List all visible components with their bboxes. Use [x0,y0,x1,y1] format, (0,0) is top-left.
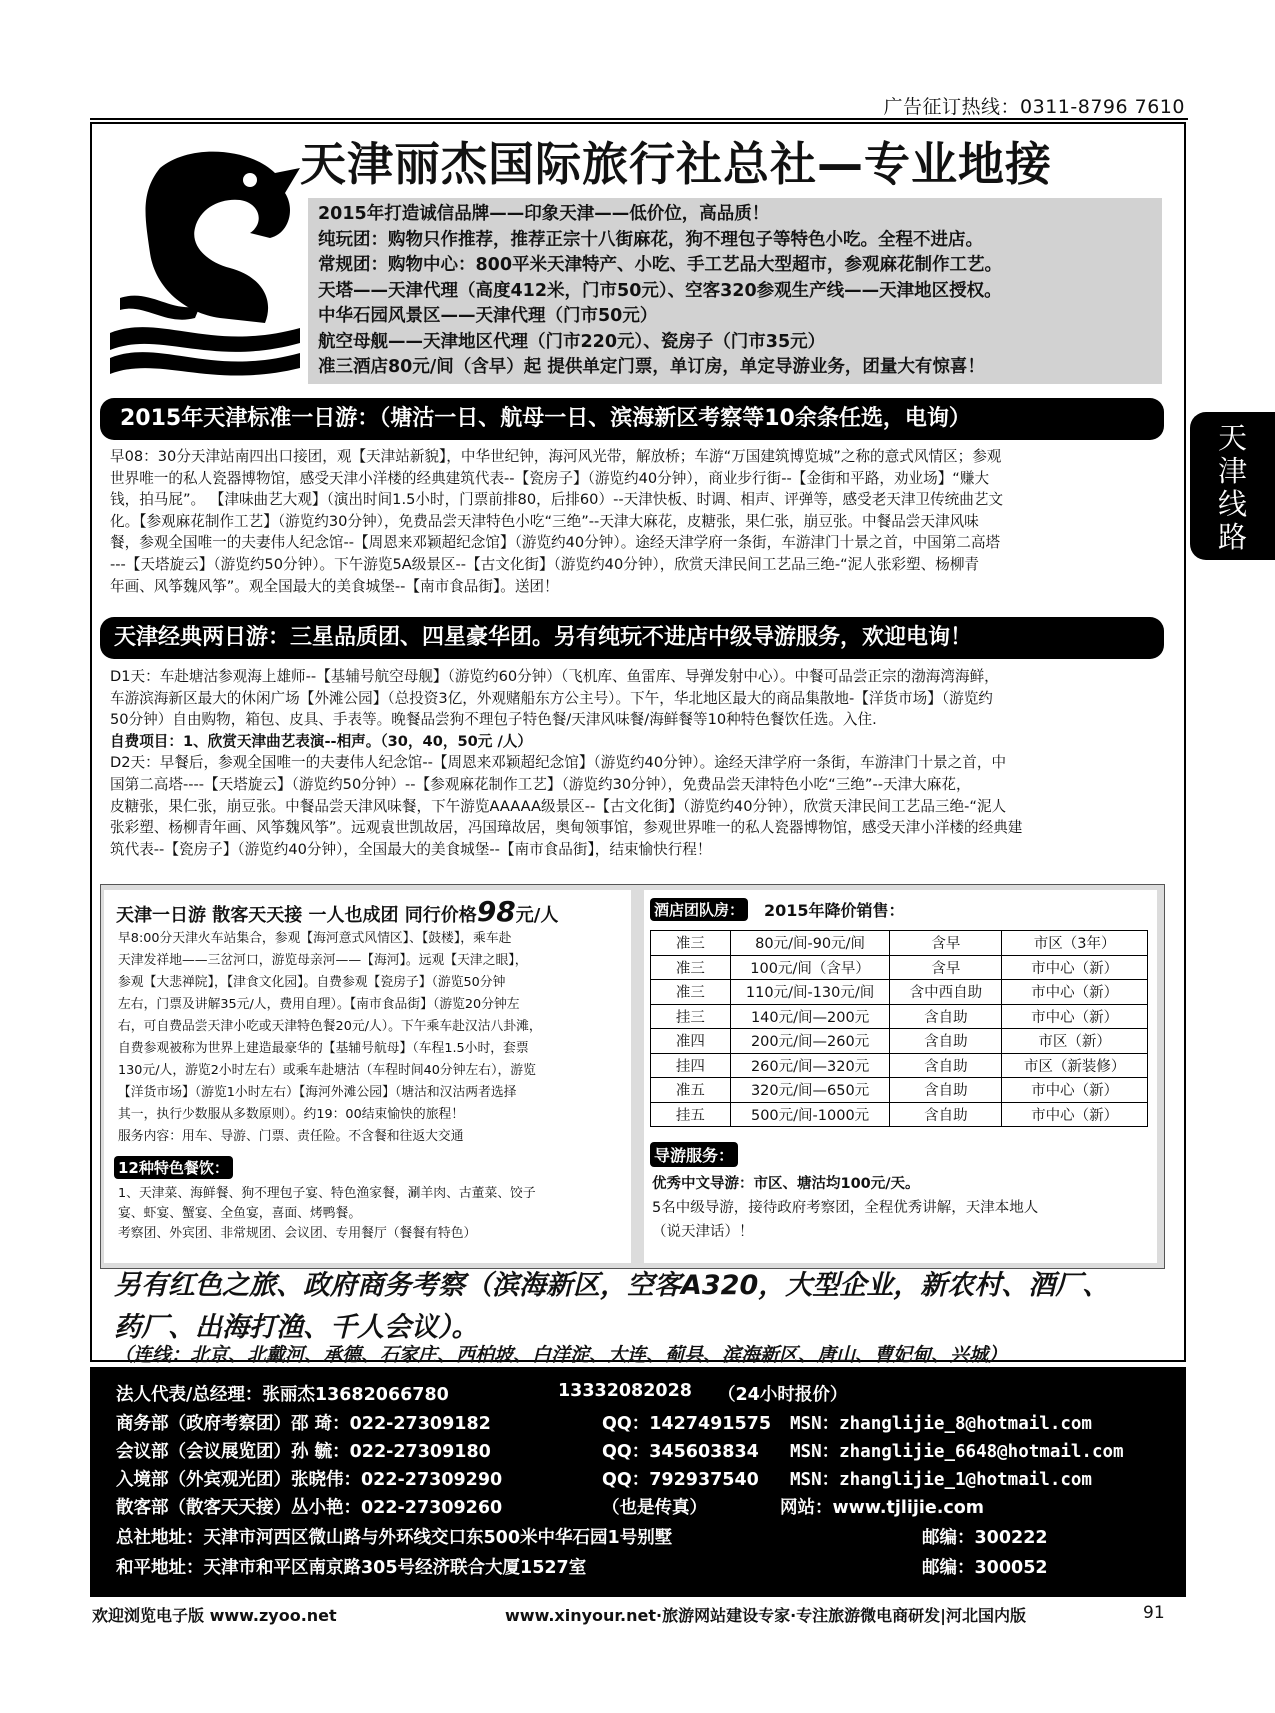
info-line: 航空母舰——天津地区代理（门市220元）、瓷房子（门市35元） [318,331,826,352]
sanke-line: 参观【大悲禅院】，【津食文化园】。自费参观【瓷房子】（游览50分钟 [118,975,506,990]
extra-services [114,1265,1109,1349]
top-rule [90,118,1188,120]
cell-meal: 含自助 [890,1004,1002,1029]
dept-individual: 散客部（散客天天接）丛小艳：022-27309260 [116,1498,503,1518]
dept-conference-qq: QQ：345603834 [602,1442,759,1462]
guide-line: （说天津话）！ [652,1224,754,1240]
dept-inbound-msn: MSN：zhanglijie_1@hotmail.com [790,1470,1092,1490]
itinerary-line: 50分钟）自由购物，箱包、皮具、手表等。晚餐品尝狗不理包子特色餐/天津风味餐/海鲜餐等10种特色餐饮任选。入住. [110,711,877,729]
info-line: 中华石园风景区——天津代理（门市50元） [318,306,658,326]
cell-location: 市中心（新） [1002,1078,1148,1103]
cell-grade: 准四 [651,1029,731,1054]
legal-phone2: 13332082028 [558,1381,692,1401]
cell-meal: 含早 [890,955,1002,980]
cell-grade: 准三 [651,931,731,956]
hotel-label: 酒店团队房： [650,898,748,921]
itinerary-line: D2天：早餐后，参观全国唯一的夫妻伟人纪念馆--【周恩来邓颖超纪念馆】（游览约40分钟）。途经天津学府一条街，车游津门十景之首，中 [110,754,1007,772]
extra-line: 药厂、出海打渔、千人会议）。 [114,1312,479,1343]
info-line: 准三酒店80元/间（含早）起 提供单定门票，单订房，单定导游业务，团量大有惊喜！ [318,357,985,377]
cell-location: 市中心（新） [1002,1004,1148,1029]
cell-meal: 含早 [890,931,1002,956]
sanke-itinerary [118,928,542,1148]
sanke-price-unit: 元/人 [515,905,559,926]
cell-location: 市中心（新） [1002,980,1148,1005]
sanke-line: 【洋货市场】（游览1小时左右）【海河外滩公园】（塘沽和汉沽两者选择 [118,1085,517,1100]
itinerary-line: D1天：车赴塘沽参观海上雄师--【基辅号航空母舰】（游览约60分钟）（飞机库、鱼雷库、导弹发射中心）。中餐可品尝正宗的渤海湾海鲜， [110,668,999,685]
dept-individual-fax: （也是传真） [602,1498,707,1518]
cell-meal: 含中西自助 [890,980,1002,1005]
sanke-title [116,895,558,928]
hq-address: 总社地址：天津市河西区微山路与外环线交口东500米中华石园1号别墅 [116,1528,673,1548]
table-row [651,1053,1148,1078]
cell-location: 市中心（新） [1002,955,1148,980]
itinerary-line: 餐，参观全国唯一的夫妻伟人纪念馆--【周恩来邓颖超纪念馆】（游览约40分钟）。途经天津学府一条街，车游津门十景之首，中国第二高塔 [110,534,1001,552]
sanke-line: 130元/人，游览2小时左右）或乘车赴塘沽（车程时间40分钟左右），游览 [118,1063,536,1078]
info-line: 纯玩团：购物只作推荐，推荐正宗十八街麻花，狗不理包子等特色小吃。全程不进店。 [318,229,983,250]
sanke-line: 右，可自费品尝天津小吃或天津特色餐20元/人）。下午乘车赴汉沽八卦滩， [118,1019,542,1034]
twoday-banner: 天津经典两日游：三星品质团、四星豪华团。另有纯玩不进店中级导游服务，欢迎电询！ [100,617,1164,659]
agency-info-box [308,198,1162,384]
sanke-line: 服务内容：用车、导游、门票、责任险。不含餐和往返大交通 [118,1129,464,1144]
sanke-line: 自费参观被称为世界上建造最豪华的【基辅号航母】（车程1.5小时，套票 [118,1041,529,1056]
footer-center[interactable]: www.xinyour.net·旅游网站建设专家·专注旅游微电商研发|河北国内版 [505,1606,1026,1625]
ad-hotline: 广告征订热线：0311-8796 7610 [883,96,1185,118]
itinerary-line: 钱，拍马屁”。 【津味曲艺大观】（演出时间1.5小时，门票前排80，后排60）--天津快板、时调、相声、评弹等，感受老天津卫传统曲艺文 [110,491,1004,509]
table-row [651,1004,1148,1029]
cell-price: 100元/间（含早） [730,955,890,980]
cell-grade: 挂三 [651,1004,731,1029]
cell-grade: 挂五 [651,1102,731,1127]
itinerary-line: 车游滨海新区最大的休闲广场【外滩公园】（总投资3亿，外观赌船东方公主号）。下午，华北地区最大的商品集散地-【洋货市场】（游览约 [110,689,993,707]
connecting-routes: （连线：北京、北戴河、承德、石家庄、西柏坡、白洋淀、大连、蓟县、滨海新区、唐山、曹妃甸、兴城） [114,1344,1008,1366]
dept-conference-msn: MSN：zhanglijie_6648@hotmail.com [790,1442,1124,1462]
cell-price: 140元/间—200元 [730,1004,890,1029]
itinerary-line: 皮糖张，果仁张，崩豆张。中餐品尝天津风味餐，下午游览AAAAA级景区--【古文化街】（游览约40分钟），欣赏天津民间工艺品三绝-“泥人 [110,797,1007,815]
dept-business: 商务部（政府考察团）邵 琦：022-27309182 [116,1414,491,1434]
itinerary-line: 世界唯一的私人瓷器博物馆，感受天津小洋楼的经典建筑代表--【瓷房子】（游览约40分钟），商业步行街--【金街和平路，劝业场】“赚大 [110,469,990,487]
table-row [651,955,1148,980]
legal-rep: 法人代表/总经理：张丽杰13682066780 [116,1385,449,1405]
table-row [651,1102,1148,1127]
cell-price: 500元/间-1000元 [730,1102,890,1127]
sanke-line: 左右，门票及讲解35元/人，费用自理）。【南市食品街】（游览20分钟左 [118,997,520,1012]
food-label: 12种特色餐饮： [114,1156,233,1179]
guide-line: 5名中级导游，接待政府考察团，全程优秀讲解，天津本地人 [652,1200,1039,1216]
sanke-line: 早8:00分天津火车站集合，参观【海河意式风情区】、【鼓楼】，乘车赴 [118,931,512,946]
oneday-itinerary [110,446,1003,597]
itinerary-line: 早08：30分天津站南四出口接团，观【天津站新貌】，中华世纪钟，海河风光带，解放桥；车游“万国建筑博览城”之称的意式风情区；参观 [110,448,1002,465]
itinerary-line: 化。【参观麻花制作工艺】（游览约30分钟），免费品尝天津特色小吃“三绝”--天津大麻花，皮糖张，果仁张，崩豆张。中餐品尝天津风味 [110,512,979,530]
table-row [651,931,1148,956]
itinerary-line: 张彩塑、杨柳青年画、风筝魏风筝”。远观袁世凯故居，冯国璋故居，奥甸领事馆，参观世界唯一的私人瓷器博物馆，感受天津小洋楼的经典建 [110,819,1023,837]
itinerary-line: 年画、风筝魏风筝”。观全国最大的美食城堡--【南市食品街】。送团！ [110,577,559,595]
guide-line: 优秀中文导游：市区、塘沽均100元/天。 [652,1176,920,1192]
food-list [118,1184,536,1244]
cell-location: 市区（3年） [1002,931,1148,956]
hq-zip: 邮编：300222 [922,1528,1048,1548]
hotel-price-table [650,930,1148,1127]
itinerary-line: 筑代表--【瓷房子】（游览约40分钟），全国最大的美食城堡--【南市食品街】，结束愉快行程！ [110,840,712,858]
info-line: 天塔——天津代理（高度412米，门市50元）、空客320参观生产线——天津地区授权。 [318,280,1002,301]
table-row [651,1029,1148,1054]
cell-meal: 含自助 [890,1102,1002,1127]
itinerary-line: ---【天塔旋云】（游览约50分钟）。下午游览5A级景区--【古文化街】（游览约40分钟），欣赏天津民间工艺品三绝-“泥人张彩塑、杨柳青 [110,555,980,573]
cell-location: 市区（新装修） [1002,1053,1148,1078]
cell-price: 260元/间—320元 [730,1053,890,1078]
website[interactable]: 网站：www.tjlijie.com [780,1498,985,1518]
extra-line: 另有红色之旅、政府商务考察（滨海新区，空客A320，大型企业，新农村、酒厂、 [114,1270,1110,1301]
cell-price: 80元/间-90元/间 [730,931,890,956]
itinerary-line: 自费项目：1、欣赏天津曲艺表演--相声。（30，40，50元 /人） [110,732,532,750]
cell-price: 110元/间-130元/间 [730,980,890,1005]
sanke-line: 其一，执行少数服从多数原则）。约19：00结束愉快的旅程！ [118,1107,465,1122]
cell-grade: 准三 [651,955,731,980]
cell-price: 320元/间—650元 [730,1078,890,1103]
legal-note: （24小时报价） [718,1385,848,1405]
dept-conference: 会议部（会议展览团）孙 毓：022-27309180 [116,1442,491,1462]
agency-title: 天津丽杰国际旅行社总社—专业地接 [300,137,1052,191]
cell-location: 市区（新） [1002,1029,1148,1054]
sanke-line: 天津发祥地——三岔河口，游览母亲河——【海河】。远观【天津之眼】， [118,953,528,968]
info-line: 2015年打造诚信品牌——印象天津——低价位，高品质！ [318,204,770,224]
food-line: 1、天津菜、海鲜餐、狗不理包子宴、特色渔家餐，涮羊肉、古董菜、饺子 [118,1186,536,1201]
page-number: 91 [1143,1603,1165,1623]
dept-inbound: 入境部（外宾观光团）张晓伟：022-27309290 [116,1470,503,1490]
dragon-logo-icon [100,138,310,388]
sanke-title-text: 天津一日游 散客天天接 一人也成团 同行价格 [116,905,477,926]
sanke-price: 98 [476,895,516,928]
contact-panel [90,1367,1186,1597]
cell-grade: 准三 [651,980,731,1005]
cell-grade: 准五 [651,1078,731,1103]
cell-meal: 含自助 [890,1029,1002,1054]
footer-left[interactable]: 欢迎浏览电子版 www.zyoo.net [92,1606,337,1625]
twoday-itinerary [110,666,1022,860]
table-row [651,980,1148,1005]
dept-inbound-qq: QQ：792937540 [602,1470,759,1490]
itinerary-line: 国第二高塔----【天塔旋云】（游览约50分钟）--【参观麻花制作工艺】（游览约30分钟），免费品尝天津特色小吃“三绝”--天津大麻花， [110,775,971,793]
side-tab-tianjin-routes: 天津线路 [1190,412,1275,560]
hotel-title: 2015年降价销售： [764,901,905,920]
table-row [651,1078,1148,1103]
cell-grade: 挂四 [651,1053,731,1078]
cell-meal: 含自助 [890,1053,1002,1078]
heping-address: 和平地址：天津市和平区南京路305号经济联合大厦1527室 [116,1558,587,1578]
cell-location: 市中心（新） [1002,1102,1148,1127]
guide-info [652,1172,1038,1244]
heping-zip: 邮编：300052 [922,1558,1048,1578]
food-line: 宴、虾宴、蟹宴、全鱼宴，喜面、烤鸭餐。 [118,1206,362,1221]
dept-business-qq: QQ：1427491575 [602,1414,772,1434]
food-line: 考察团、外宾团、非常规团、会议团、专用餐厅（餐餐有特色） [118,1226,477,1241]
guide-label: 导游服务： [650,1142,738,1167]
info-line: 常规团：购物中心：800平米天津特产、小吃、手工艺品大型超市，参观麻花制作工艺。 [318,255,1003,275]
cell-meal: 含自助 [890,1078,1002,1103]
dept-business-msn: MSN：zhanglijie_8@hotmail.com [790,1414,1092,1434]
oneday-banner: 2015年天津标准一日游：（塘沽一日、航母一日、滨海新区考察等10余条任选，电询） [100,398,1164,440]
cell-price: 200元/间—260元 [730,1029,890,1054]
